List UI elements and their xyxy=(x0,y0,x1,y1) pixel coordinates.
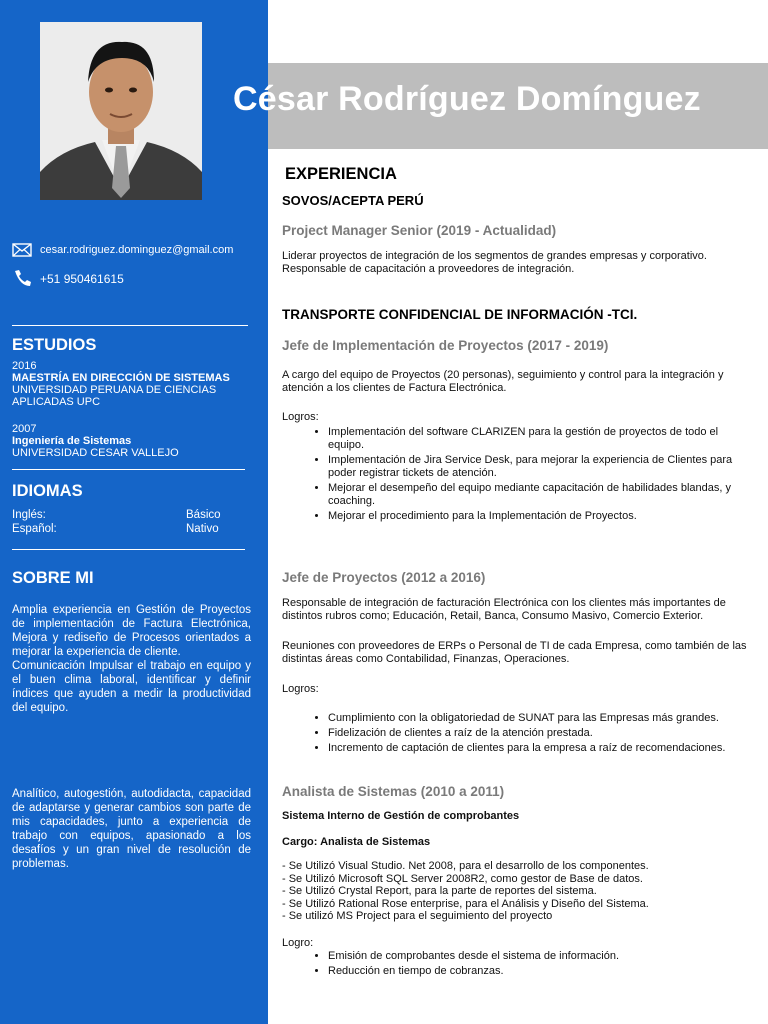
tool-line: - Se utilizó MS Project para el seguimiento del proyecto xyxy=(282,910,553,922)
study-school: UNIVERSIDAD PERUANA DE CIENCIAS APLICADAS UPC xyxy=(12,384,217,408)
language-name: Español: xyxy=(12,523,57,535)
list-item: • Reducción en tiempo de cobranzas. xyxy=(328,965,752,978)
list-item: • Implementación del software CLARIZEN para la gestión de proyectos de todo el equipo. xyxy=(328,426,752,452)
language-name: Inglés: xyxy=(12,509,46,521)
list-item: • Emisión de comprobantes desde el sistema de información. xyxy=(328,950,752,963)
list-item: • Incremento de captación de clientes para la empresa a raíz de recomendaciones. xyxy=(328,742,760,755)
job-title: Jefe de Proyectos (2012 a 2016) xyxy=(282,570,486,585)
language-level: Nativo xyxy=(186,523,219,535)
achievements-list xyxy=(282,426,752,525)
profile-photo xyxy=(40,22,202,200)
phone-icon xyxy=(12,269,32,292)
job-description xyxy=(282,250,760,276)
email-icon xyxy=(12,243,32,262)
person-name: César Rodríguez Domínguez xyxy=(233,80,701,118)
logros-label: Logros: xyxy=(282,683,319,695)
language-level: Básico xyxy=(186,509,221,521)
job-title: Analista de Sistemas (2010 a 2011) xyxy=(282,784,505,799)
divider xyxy=(12,469,245,470)
about-text: Comunicación Impulsar el trabajo en equipo y el buen clima laboral, identificar y definir índices que ayuden a medir la productividad del equipo. xyxy=(12,660,251,714)
achievements-list xyxy=(282,950,752,980)
achievements-list xyxy=(282,712,760,757)
contact-phone[interactable]: +51 950461615 xyxy=(40,272,124,286)
studies-heading: ESTUDIOS xyxy=(12,336,97,354)
position-label: Cargo: Analista de Sistemas xyxy=(282,836,431,848)
job-title: Jefe de Implementación de Proyectos (2017 - 2019) xyxy=(282,338,609,353)
list-item: • Implementación de Jira Service Desk, para mejorar la experiencia de Clientes para poder registrar tickets de atención. xyxy=(328,454,752,480)
study-school: UNIVERSIDAD CESAR VALLEJO xyxy=(12,447,179,459)
list-item: • Mejorar el desempeño del equipo mediante capacitación de habilidades blandas, y coaching. xyxy=(328,482,752,508)
study-item xyxy=(12,360,252,408)
tools-list xyxy=(282,860,760,923)
logros-label: Logro: xyxy=(282,937,314,949)
list-item: • Fidelización de clientes a raíz de la atención prestada. xyxy=(328,727,760,740)
list-item: • Cumplimiento con la obligatoriedad de SUNAT para las Empresas más grandes. xyxy=(328,712,760,725)
languages-heading: IDIOMAS xyxy=(12,482,83,500)
job-line: Responsable de capacitación a proveedores de integración. xyxy=(282,263,575,275)
logros-label: Logros: xyxy=(282,411,319,423)
study-item xyxy=(12,423,252,459)
tool-line: - Se Utilizó Rational Rose enterprise, para el Análisis y Diseño del Sistema. xyxy=(282,897,649,910)
company-name: SOVOS/ACEPTA PERÚ xyxy=(282,193,424,208)
about-paragraph xyxy=(12,603,251,715)
job-description: Responsable de integración de facturación Electrónica con los clientes más importantes de distintos rubros como; Educación, Retail, Banca, Consumo Masivo, Comercio Exterior. xyxy=(282,597,726,622)
contact-email[interactable]: cesar.rodriguez.dominguez@gmail.com xyxy=(40,244,234,256)
tool-line: - Se Utilizó Visual Studio. Net 2008, para el desarrollo de los componentes. xyxy=(282,860,649,872)
study-year: 2007 xyxy=(12,423,37,435)
system-name: Sistema Interno de Gestión de comprobantes xyxy=(282,810,520,822)
company-name: TRANSPORTE CONFIDENCIAL DE INFORMACIÓN -TCI. xyxy=(282,307,638,322)
about-heading: SOBRE MI xyxy=(12,569,94,587)
job-description: Reuniones con proveedores de ERPs o Personal de TI de cada Empresa, como también de las distintas áreas como Contabilidad, Finanzas, Operaciones. xyxy=(282,640,747,665)
divider xyxy=(12,549,245,550)
job-title: Project Manager Senior (2019 - Actualidad) xyxy=(282,223,557,238)
job-line: Liderar proyectos de integración de los segmentos de grandes empresas y corporativo. xyxy=(282,250,707,262)
experience-heading: EXPERIENCIA xyxy=(285,165,397,183)
list-item: • Mejorar el procedimiento para la Implementación de Proyectos. xyxy=(328,510,752,523)
study-year: 2016 xyxy=(12,360,37,372)
divider xyxy=(12,325,248,326)
about-text: Amplia experiencia en Gestión de Proyectos de implementación de Factura Electrónica, Mejora y rediseño de Procesos orientados a mejorar la experiencia de cliente. xyxy=(12,604,251,658)
study-degree: Ingeniería de Sistemas xyxy=(12,435,132,447)
job-description: A cargo del equipo de Proyectos (20 personas), seguimiento y control para la integración y atención a los clientes de Factura Electrónica. xyxy=(282,369,724,394)
tool-line: - Se Utilizó Microsoft SQL Server 2008R2, como gestor de Base de datos. xyxy=(282,872,643,885)
tool-line: - Se Utilizó Crystal Report, para la parte de reportes del sistema. xyxy=(282,885,597,897)
portrait-illustration xyxy=(40,22,202,200)
about-text: Analítico, autogestión, autodidacta, capacidad de adaptarse y generar cambios son parte de mis capacidades, junto a experiencia de trabajo con equipos, apasionado a los desafíos y un gran nivel de resolución de problemas. xyxy=(12,788,251,870)
study-degree: MAESTRÍA EN DIRECCIÓN DE SISTEMAS xyxy=(12,372,230,384)
